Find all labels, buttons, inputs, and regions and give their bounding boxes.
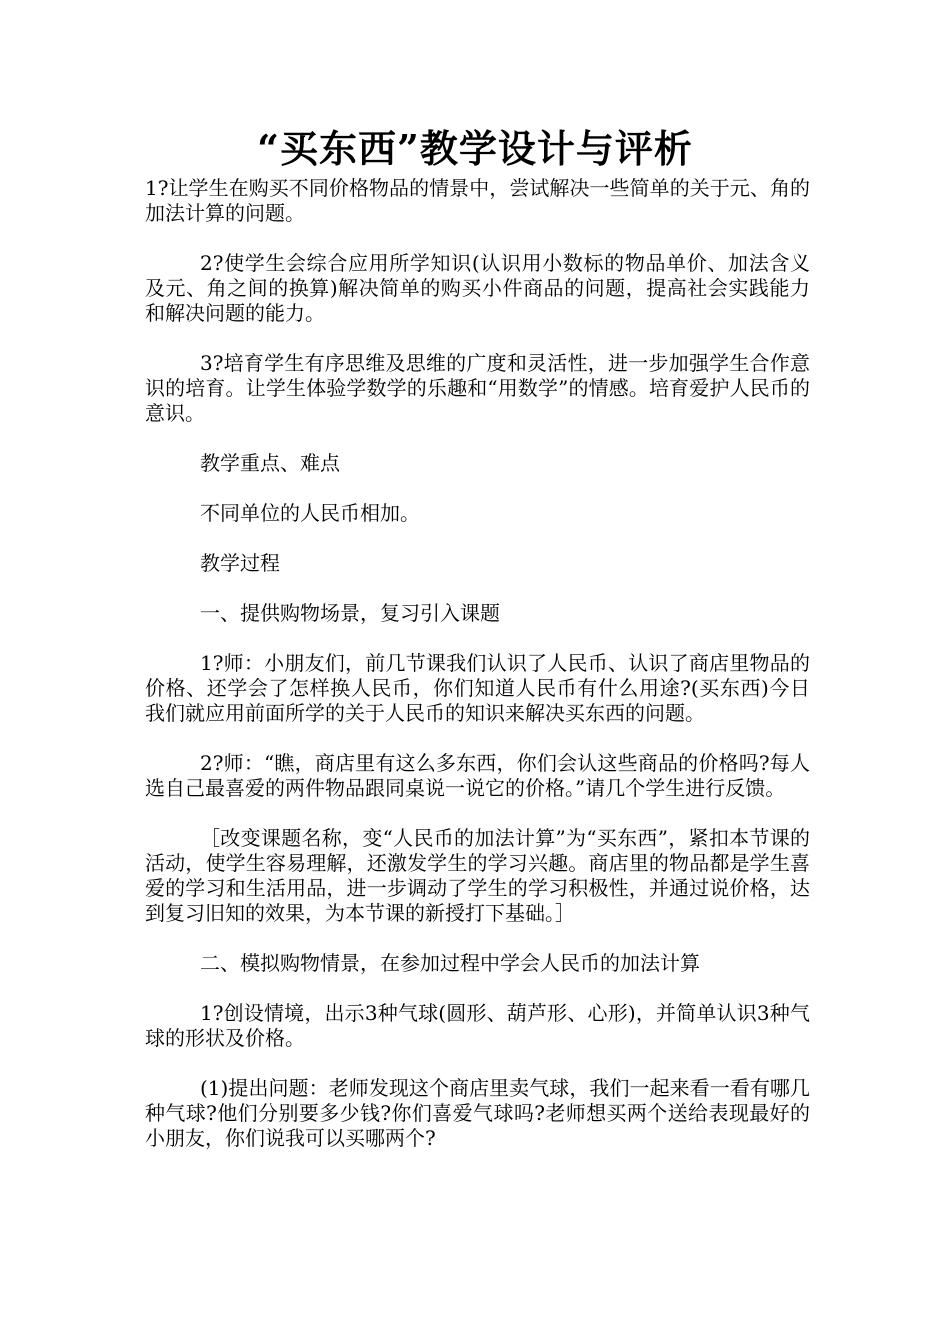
paragraph-section-2-step-1: 1?创设情境，出示3种气球(圆形、葫芦形、心形)，并简单认识3种气球的形状及价格。 [145,1001,810,1050]
paragraph-section-1-step-2: 2?师：“瞧，商店里有这么多东西，你们会认这些商品的价格吗?每人选自己最喜爱的两件物品跟同桌说一说它的价格。”请几个学生进行反馈。 [145,751,810,800]
heading-teaching-process: 教学过程 [200,551,280,575]
paragraph-section-1-step-1: 1?师：小朋友们，前几节课我们认识了人民币、认识了商店里物品的价格、还学会了怎样换人民币，你们知道人民币有什么用途?(买东西)今日我们就应用前面所学的关于人民币的知识来解决买东西的问题。 [145,651,810,725]
heading-section-2: 二、模拟购物情景，在参加过程中学会人民币的加法计算 [200,951,700,975]
document-title: “买东西”教学设计与评析 [257,126,693,171]
document-body [145,176,810,1176]
paragraph-objective-3: 3?培育学生有序思维及思维的广度和灵活性，进一步加强学生合作意识的培育。让学生体验学数学的乐趣和“用数学”的情感。培育爱护人民币的意识。 [145,351,810,425]
paragraph-section-2-question-1: (1)提出问题：老师发现这个商店里卖气球，我们一起来看一看有哪几种气球?他们分别要多少钱?你们喜爱气球吗?老师想买两个送给表现最好的小朋友，你们说我可以买哪两个? [145,1076,810,1150]
paragraph-objective-2: 2?使学生会综合应用所学知识(认识用小数标的物品单价、加法含义及元、角之间的换算)解决简单的购买小件商品的问题，提高社会实践能力和解决问题的能力。 [145,251,810,325]
heading-key-points: 教学重点、难点 [200,451,340,475]
paragraph-commentary: ［改变课题名称，变“人民币的加法计算”为“买东西”，紧扣本节课的活动，使学生容易理解，还激发学生的学习兴趣。商店里的物品都是学生喜爱的学习和生活用品，进一步调动了学生的学习积极性，并通过说价格，达到复习旧知的效果，为本节课的新授打下基础。］ [145,826,810,925]
heading-section-1: 一、提供购物场景，复习引入课题 [200,601,500,625]
paragraph-key-points: 不同单位的人民币相加。 [200,501,420,525]
paragraph-objective-1: 1?让学生在购买不同价格物品的情景中，尝试解决一些简单的关于元、角的加法计算的问题。 [145,176,810,225]
